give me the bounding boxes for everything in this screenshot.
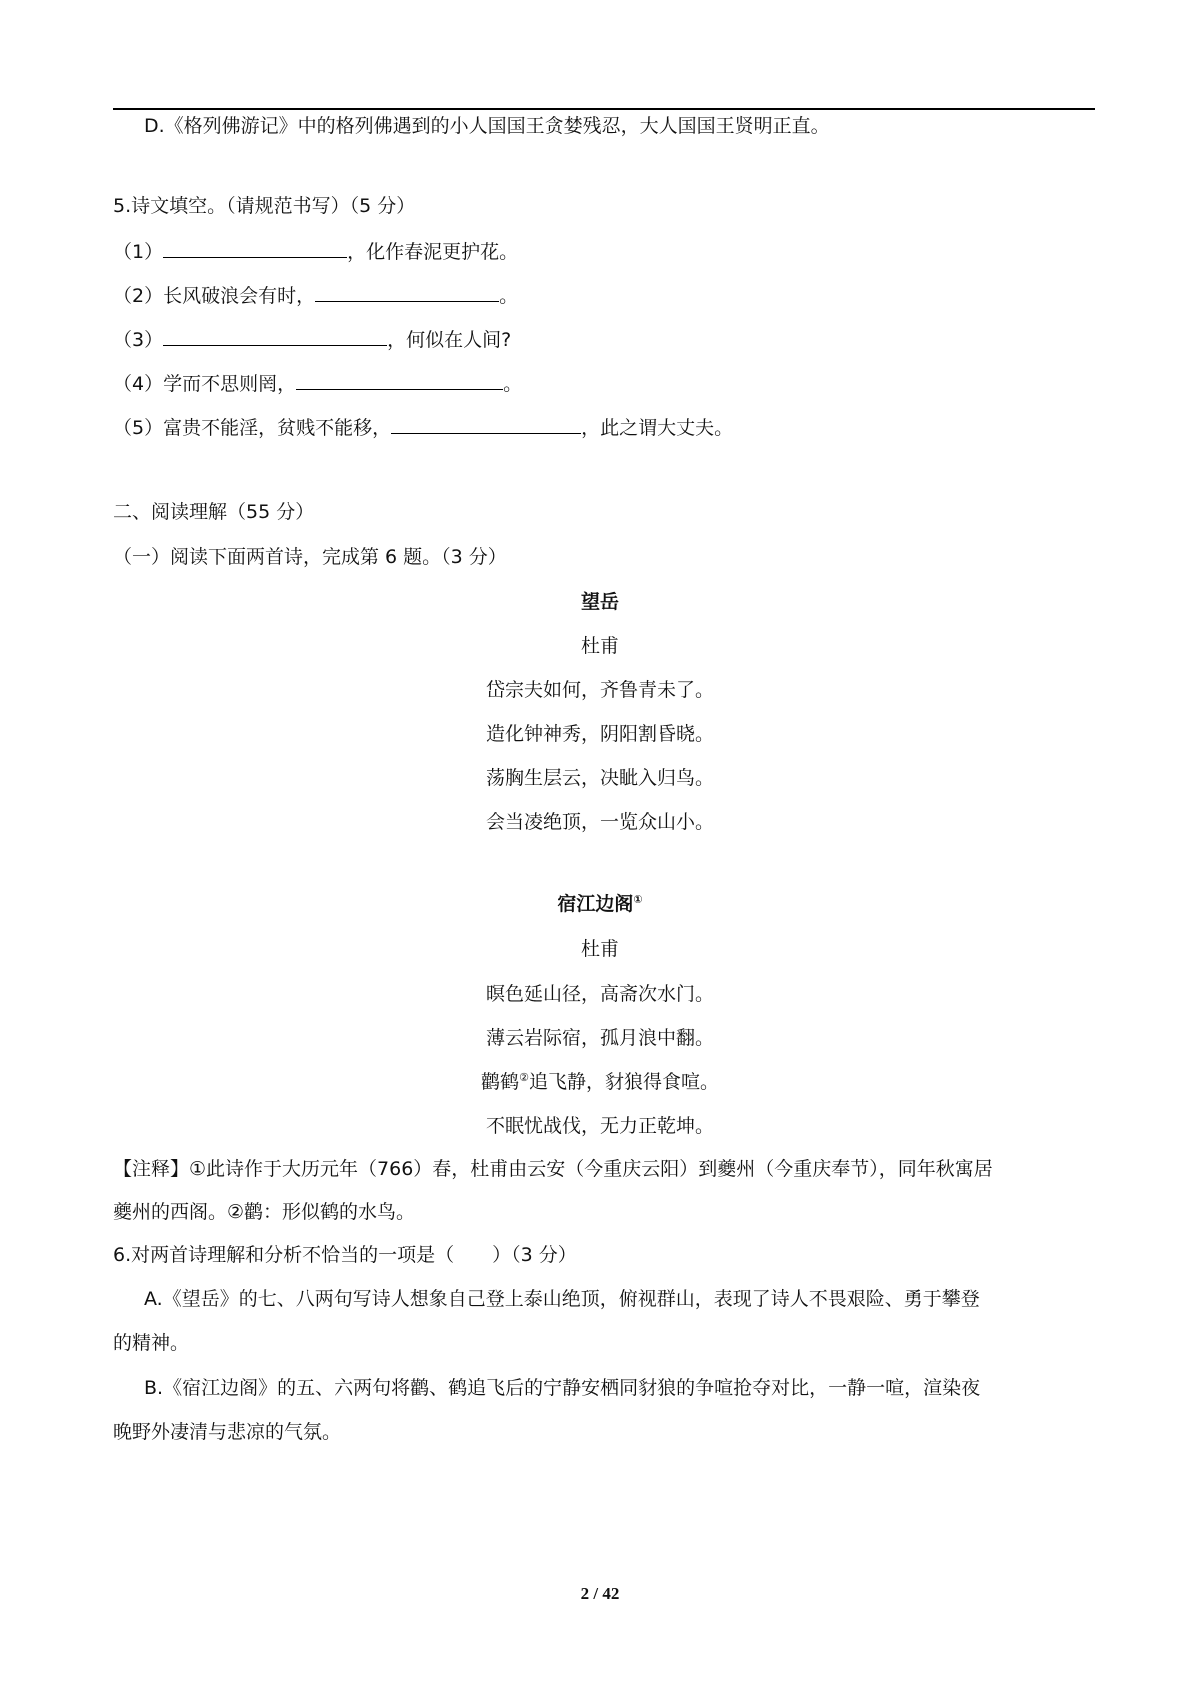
option-d: D.《格列佛游记》中的格列佛遇到的小人国国王贪婪残忍，大人国国王贤明正直。	[144, 115, 830, 137]
fill-item-number: （1）	[113, 241, 164, 263]
fill-item-3	[113, 325, 511, 354]
page-number: 2 / 42	[580, 1584, 620, 1603]
poem-2-author: 杜甫	[580, 938, 619, 960]
fill-item-4	[113, 369, 522, 398]
notes-line-2: 夔州的西阁。②鹳：形似鹤的水鸟。	[113, 1201, 416, 1223]
option-a-line-2: 的精神。	[113, 1332, 190, 1354]
poem-1-line: 会当凌绝顶，一览众山小。	[485, 811, 714, 833]
fill-item-1	[113, 237, 518, 266]
option-b-line-1: B.《宿江边阁》的五、六两句将鹳、鹤追飞后的宁静安栖同豺狼的争喧抢夺对比，一静一喧，渲染夜	[144, 1377, 981, 1399]
poem-1-line: 荡胸生层云，决眦入归鸟。	[485, 767, 714, 789]
poem-2-line-text: 鹳鹤	[481, 1071, 520, 1093]
poem-1-line: 造化钟神秀，阴阳割昏晓。	[485, 723, 714, 745]
fill-item-2	[113, 281, 518, 310]
option-b-line-2: 晚野外凄清与悲凉的气氛。	[113, 1421, 342, 1443]
notes-line-1: 【注释】①此诗作于大历元年（766）春，杜甫由云安（今重庆云阳）到夔州（今重庆奉节），同年秋寓居	[113, 1158, 993, 1180]
fill-item-text: ，此之谓大丈夫。	[581, 417, 734, 439]
fill-item-text: ，化作春泥更护花。	[347, 241, 519, 263]
poem-1-title: 望岳	[580, 591, 619, 613]
poem-2-line: 不眠忧战伐，无力正乾坤。	[485, 1115, 714, 1137]
fill-blank[interactable]	[315, 281, 499, 302]
fill-item-text: ，何似在人间?	[387, 329, 512, 351]
fill-blank[interactable]	[296, 369, 503, 390]
poem-1-line: 岱宗夫如何，齐鲁青未了。	[485, 679, 714, 701]
fill-item-number: （3）	[113, 329, 164, 351]
poem-2-line: 暝色延山径，高斋次水门。	[485, 983, 714, 1005]
question-5-heading: 5.诗文填空。（请规范书写）（5 分）	[113, 195, 416, 217]
fill-item-text: 。	[503, 373, 523, 395]
fill-blank[interactable]	[163, 325, 387, 346]
footnote-marker: ②	[519, 1071, 529, 1084]
footnote-marker: ①	[633, 893, 643, 906]
question-6-stem: 6.对两首诗理解和分析不恰当的一项是（ ）（3 分）	[113, 1244, 577, 1266]
fill-blank[interactable]	[163, 237, 347, 258]
fill-item-text: 学而不思则罔，	[163, 373, 297, 395]
section-2-heading: 二、阅读理解（55 分）	[113, 501, 315, 523]
fill-item-text: 长风破浪会有时，	[163, 285, 316, 307]
poem-2-title	[0, 890, 1200, 918]
poem-2-title-text: 宿江边阁	[557, 893, 634, 915]
fill-blank[interactable]	[391, 413, 581, 434]
poem-2-line-text: 追飞静，豺狼得食喧。	[528, 1071, 719, 1093]
fill-item-number: （4）	[113, 373, 164, 395]
fill-item-number: （2）	[113, 285, 164, 307]
poem-1-author: 杜甫	[580, 635, 619, 657]
section-2-subheading: （一）阅读下面两首诗，完成第 6 题。（3 分）	[113, 546, 507, 568]
option-a-line-1: A.《望岳》的七、八两句写诗人想象自己登上泰山绝顶，俯视群山，表现了诗人不畏艰险、勇于攀登	[144, 1288, 980, 1310]
fill-item-text: 。	[499, 285, 519, 307]
fill-item-number: （5）	[113, 417, 164, 439]
poem-2-line	[0, 1068, 1200, 1096]
fill-item-5	[113, 413, 733, 442]
poem-2-line: 薄云岩际宿，孤月浪中翻。	[485, 1027, 714, 1049]
header-rule	[113, 108, 1095, 110]
fill-item-text: 富贵不能淫，贫贱不能移，	[163, 417, 392, 439]
